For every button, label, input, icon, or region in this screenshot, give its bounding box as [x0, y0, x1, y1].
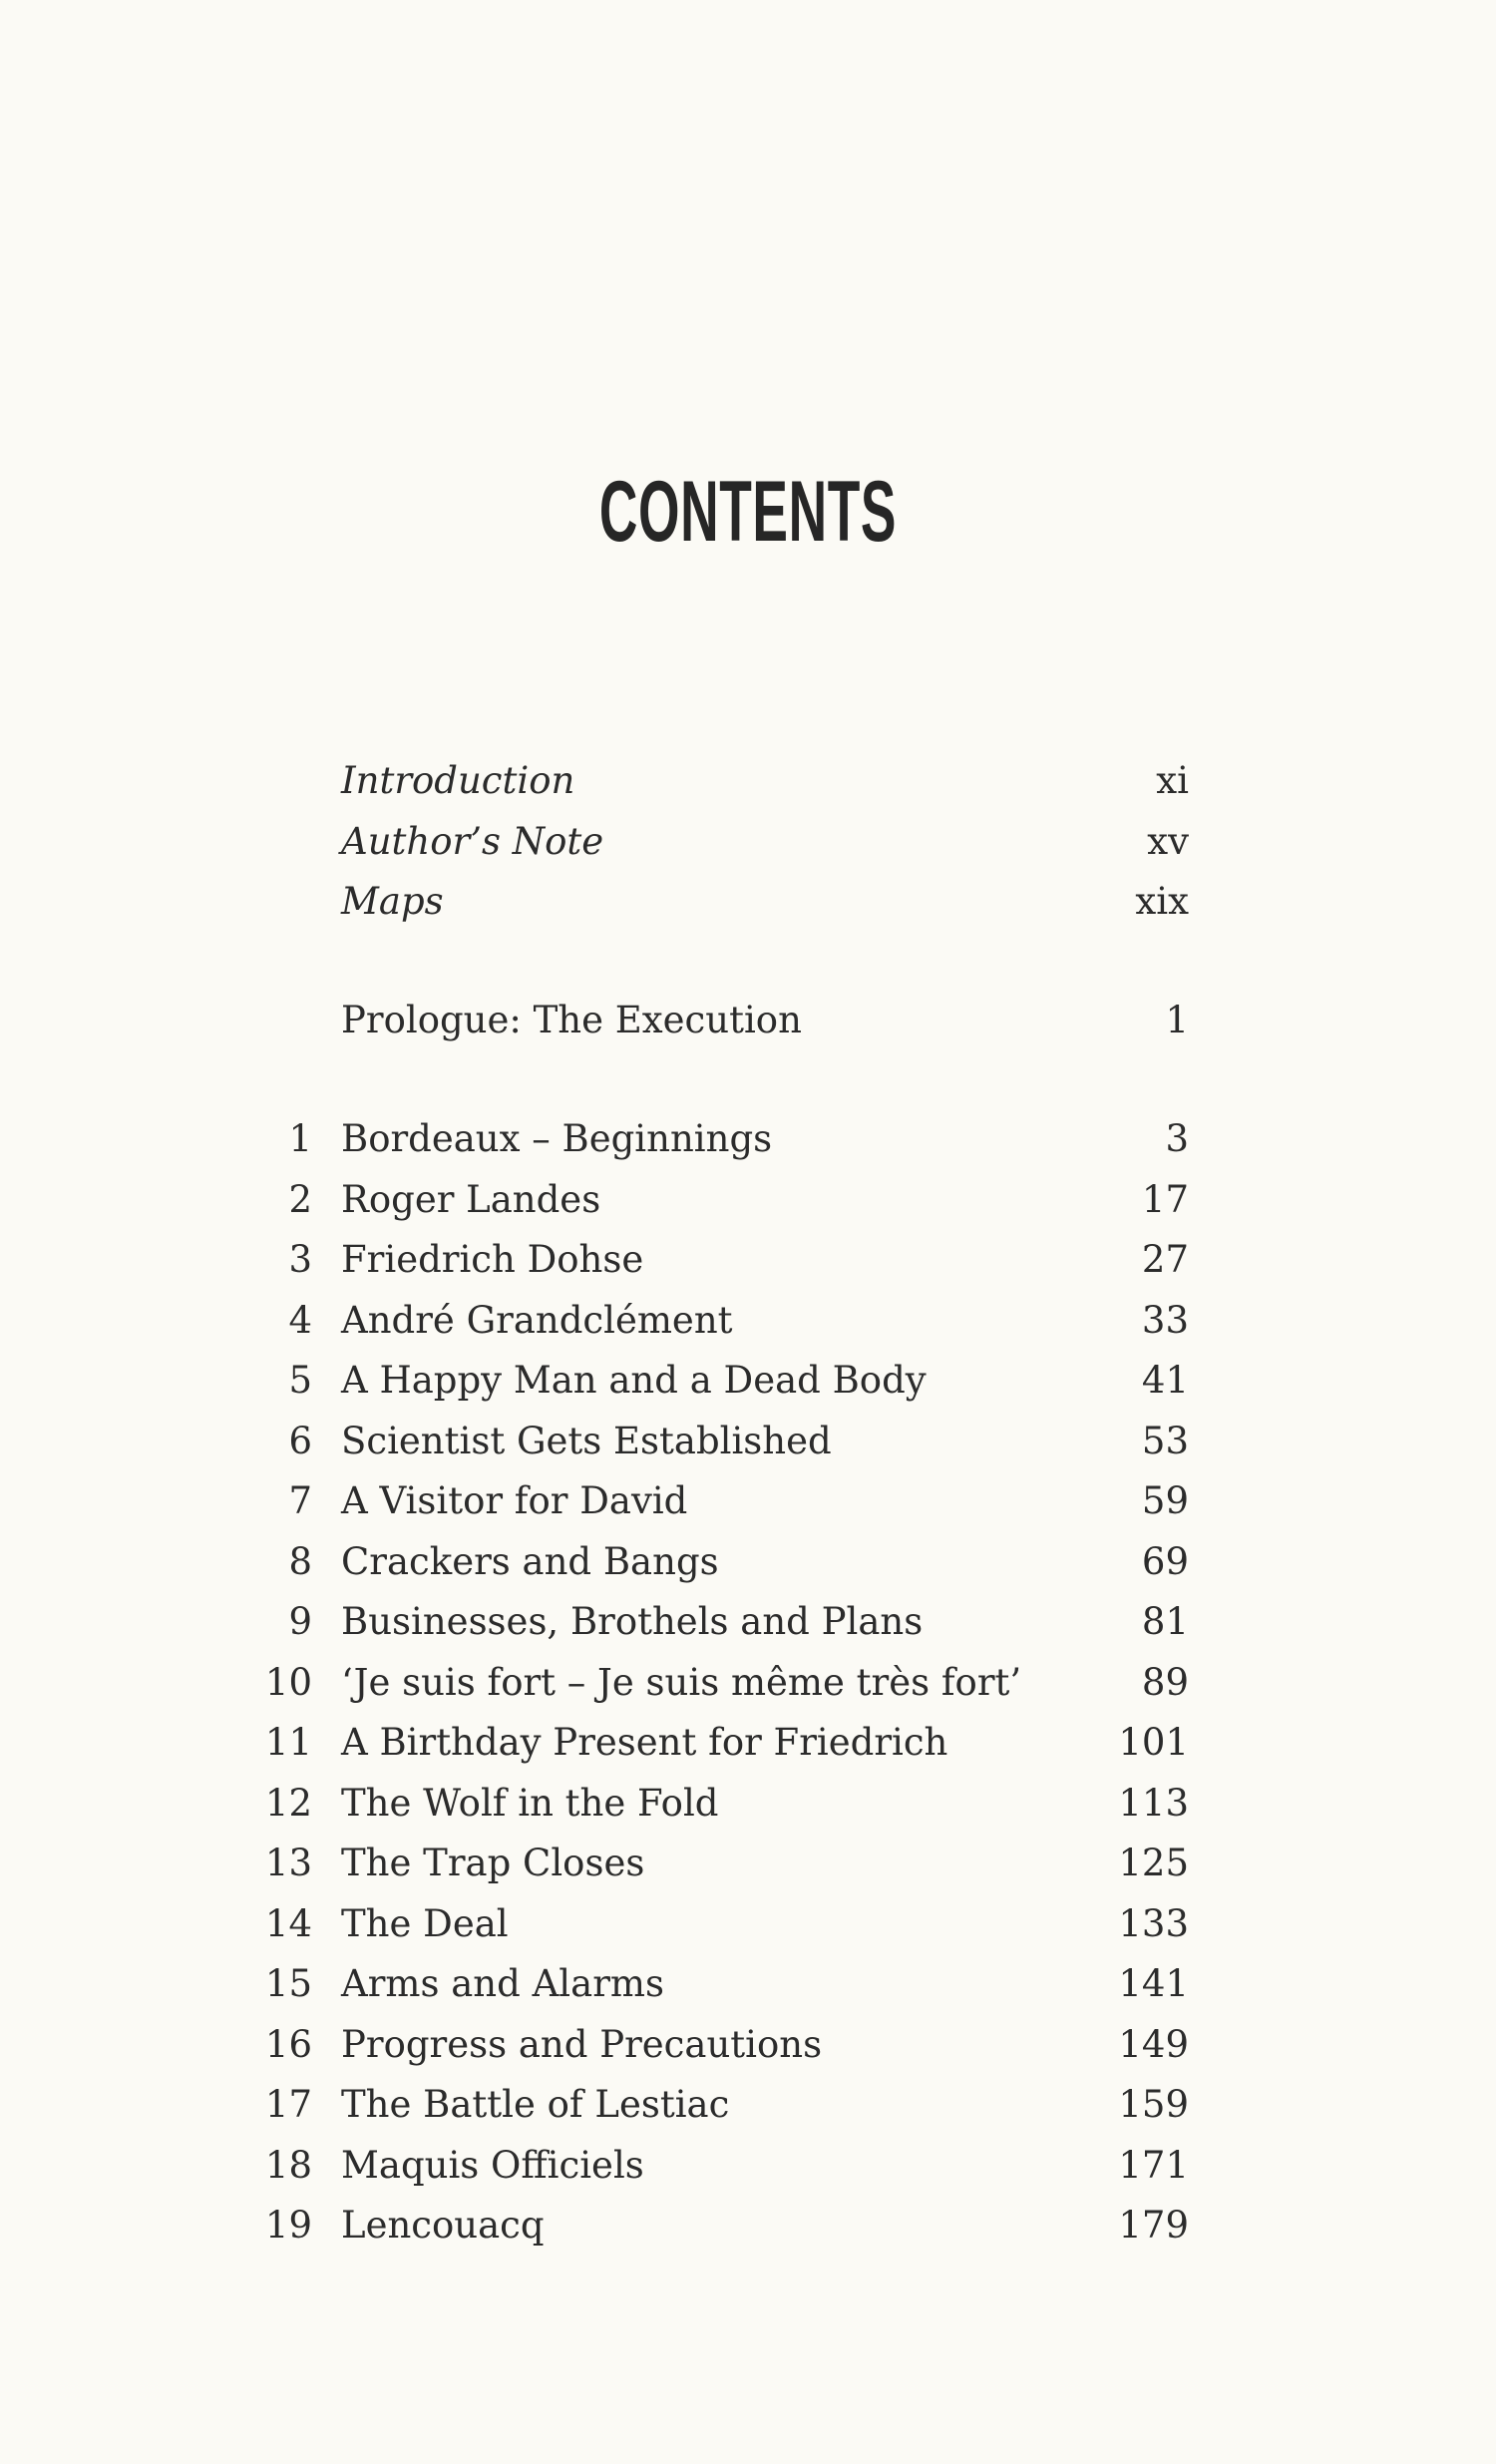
- chapter-page-number: 41: [1141, 1359, 1189, 1402]
- chapter-page-number: 149: [1118, 2022, 1189, 2066]
- chapter-entry: [0, 2075, 1496, 2136]
- chapter-number: 10: [264, 1660, 312, 1704]
- page-title: CONTENTS: [598, 464, 898, 560]
- chapter-number: 12: [264, 1781, 312, 1825]
- chapter-entry: [0, 2015, 1496, 2076]
- chapter-page-number: 141: [1118, 1962, 1189, 2005]
- chapter-entry: [0, 2196, 1496, 2257]
- entry-title: Introduction: [341, 759, 575, 802]
- chapter-title: ‘Je suis fort – Je suis même très fort’: [341, 1660, 1022, 1704]
- chapter-number: 17: [264, 2083, 312, 2126]
- chapter-page-number: 125: [1118, 1842, 1189, 1884]
- entry-title: Prologue: The Execution: [341, 999, 802, 1041]
- chapter-title: Scientist Gets Established: [341, 1419, 832, 1462]
- chapter-number: 16: [264, 2022, 312, 2066]
- chapter-title: A Happy Man and a Dead Body: [341, 1359, 927, 1402]
- chapter-entry: [0, 1894, 1496, 1955]
- chapter-title: Businesses, Brothels and Plans: [341, 1600, 924, 1643]
- chapter-number: 18: [264, 2143, 312, 2187]
- chapter-entry: [0, 1170, 1496, 1231]
- chapter-page-number: 113: [1118, 1781, 1189, 1825]
- entry-page-number: 1: [1165, 999, 1189, 1041]
- chapter-number: 15: [264, 1962, 312, 2005]
- chapter-page-number: 171: [1118, 2143, 1189, 2187]
- chapter-title: Friedrich Dohse: [341, 1238, 644, 1281]
- chapter-entry: [0, 1291, 1496, 1352]
- chapter-number: 13: [264, 1842, 312, 1884]
- chapter-title: Maquis Officiels: [341, 2143, 644, 2187]
- chapter-entry: [0, 1412, 1496, 1472]
- toc-entry: [0, 812, 1496, 873]
- chapter-title: The Trap Closes: [341, 1842, 645, 1884]
- chapter-page-number: 81: [1141, 1600, 1189, 1643]
- chapter-page-number: 59: [1141, 1479, 1189, 1522]
- entry-title: Author’s Note: [341, 819, 604, 863]
- entry-page-number: xv: [1147, 819, 1189, 863]
- chapter-entry: [0, 1471, 1496, 1532]
- chapter-page-number: 3: [1165, 1117, 1189, 1160]
- chapter-title: The Deal: [341, 1901, 509, 1945]
- chapter-page-number: 17: [1141, 1177, 1189, 1221]
- chapter-entry: [0, 1834, 1496, 1894]
- toc-entry: [0, 991, 1496, 1051]
- chapter-number: 2: [288, 1177, 312, 1221]
- chapter-number: 9: [288, 1600, 312, 1643]
- chapter-entry: [0, 1109, 1496, 1170]
- chapter-number: 3: [288, 1238, 312, 1281]
- chapter-entry: [0, 1954, 1496, 2015]
- chapter-number: 19: [264, 2204, 312, 2247]
- chapter-title: Bordeaux – Beginnings: [341, 1117, 773, 1160]
- chapter-page-number: 69: [1141, 1539, 1189, 1583]
- chapter-entry: [0, 1351, 1496, 1412]
- chapter-page-number: 179: [1118, 2204, 1189, 2247]
- chapter-number: 4: [288, 1298, 312, 1342]
- chapter-title: Progress and Precautions: [341, 2022, 823, 2066]
- chapter-number: 6: [288, 1419, 312, 1462]
- chapter-page-number: 27: [1141, 1238, 1189, 1281]
- chapter-number: 14: [264, 1901, 312, 1945]
- chapter-title: A Visitor for David: [341, 1479, 688, 1522]
- chapter-number: 7: [288, 1479, 312, 1522]
- chapter-number: 8: [288, 1539, 312, 1583]
- chapter-entry: [0, 1713, 1496, 1774]
- chapter-entry: [0, 1653, 1496, 1714]
- chapter-title: Crackers and Bangs: [341, 1539, 719, 1583]
- chapter-page-number: 101: [1118, 1721, 1189, 1764]
- chapter-title: A Birthday Present for Friedrich: [341, 1721, 948, 1764]
- chapter-entry: [0, 1532, 1496, 1593]
- toc-entry: [0, 872, 1496, 933]
- chapter-title: Lencouacq: [341, 2204, 545, 2247]
- chapter-entry: [0, 1592, 1496, 1653]
- chapter-page-number: 159: [1118, 2083, 1189, 2126]
- chapter-entry: [0, 2136, 1496, 2197]
- chapter-page-number: 133: [1118, 1901, 1189, 1945]
- chapter-title: Roger Landes: [341, 1177, 601, 1221]
- entry-page-number: xi: [1156, 759, 1189, 802]
- chapter-number: 11: [264, 1721, 312, 1764]
- toc-entry: [0, 751, 1496, 812]
- chapter-entry: [0, 1774, 1496, 1835]
- chapter-title: Arms and Alarms: [341, 1962, 664, 2005]
- chapter-number: 5: [288, 1359, 312, 1402]
- entry-title: Maps: [341, 880, 444, 923]
- chapter-page-number: 89: [1141, 1660, 1189, 1704]
- chapter-title: The Wolf in the Fold: [341, 1781, 719, 1825]
- prologue-list: [0, 991, 1496, 1051]
- chapter-title: André Grandclément: [341, 1298, 733, 1342]
- chapter-page-number: 33: [1141, 1298, 1189, 1342]
- entry-page-number: xix: [1135, 880, 1189, 923]
- chapter-entry: [0, 1230, 1496, 1291]
- chapter-page-number: 53: [1141, 1419, 1189, 1462]
- chapter-list: [0, 1109, 1496, 2257]
- chapter-number: 1: [288, 1117, 312, 1160]
- front-matter-list: [0, 751, 1496, 933]
- chapter-title: The Battle of Lestiac: [341, 2083, 730, 2126]
